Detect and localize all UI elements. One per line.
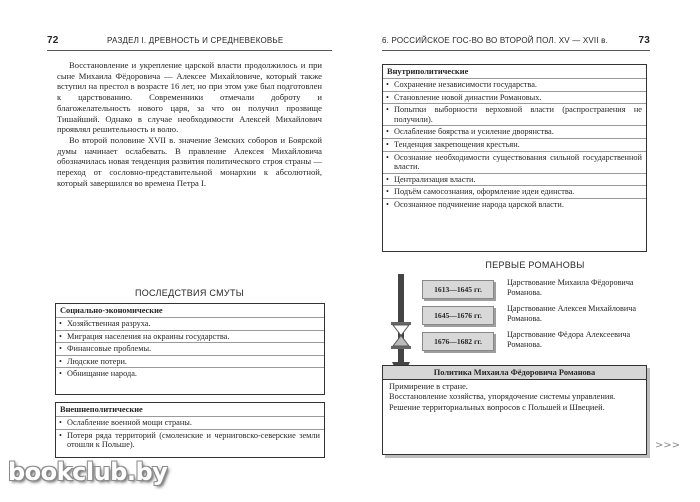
right-page bbox=[382, 30, 650, 460]
timeline-row bbox=[422, 304, 648, 328]
timeline-title: ПЕРВЫЕ РОМАНОВЫ bbox=[485, 260, 585, 270]
list-item: • Тенденция закрепощения крестьян. bbox=[383, 138, 646, 151]
left-page-number: 72 bbox=[47, 35, 59, 46]
list-item: • Осознание необходимости существования сильной государственной власти. bbox=[383, 151, 646, 173]
timeline-row bbox=[422, 278, 648, 302]
timeline-date: 1645—1676 гг. bbox=[422, 306, 494, 325]
timeline-date: 1613—1645 гг. bbox=[422, 280, 494, 299]
policy-line: Решение территориальных вопросов с Польшей и Швецией. bbox=[389, 402, 605, 412]
list-item: • Сохранение независимости государства. bbox=[383, 78, 646, 91]
list-item: • Финансовые проблемы. bbox=[56, 342, 324, 355]
watermark-logo: bookclub.by bbox=[8, 458, 168, 486]
box-domestic-policy bbox=[382, 64, 647, 252]
box-title: Внутриполитические bbox=[387, 67, 469, 76]
list-item: • Осознанное подчинение народа царской власти. bbox=[383, 198, 646, 211]
left-running-title: РАЗДЕЛ I. ДРЕВНОСТЬ И СРЕДНЕВЕКОВЬЕ bbox=[107, 36, 284, 45]
policy-line: Примирение в стране. bbox=[389, 382, 468, 391]
box-foreign-policy bbox=[55, 402, 325, 458]
list-item: • Потеря ряда территорий (смоленские и черниговско-северские земли отошли к Польше). bbox=[56, 429, 324, 451]
list-item: • Ослабление боярства и усиление дворянства. bbox=[383, 125, 646, 138]
list-item: • Миграция населения на окраины государства. bbox=[56, 330, 324, 343]
paragraph: Восстановление и укрепление царской власти продолжилось и при сыне Михаила Фёдоровича — Алексее Михайловиче, который также вступил на престол в возрасте 16 лет, но при этом уже был подготовлен к царствованию. Современники отмечали доброту и благожелательность нового царя, за что он получил прозвище Тишайший. Однако в случае необходимости Алексей Михайлович проявлял решительность и волю. bbox=[57, 60, 322, 135]
list-item: • Становление новой династии Романовых. bbox=[383, 91, 646, 104]
hourglass-icon bbox=[391, 322, 411, 349]
timeline-text: Царствование Алексея Михайловича Романова. bbox=[507, 304, 637, 323]
timeline-text: Царствование Фёдора Алексеевича Романова. bbox=[507, 330, 631, 349]
box-title: Социально-экономические bbox=[60, 306, 163, 315]
timeline-row bbox=[422, 330, 648, 354]
timeline-text: Царствование Михаила Фёдоровича Романова. bbox=[507, 278, 634, 297]
right-page-number: 73 bbox=[638, 35, 650, 46]
list-item: • Людские потери. bbox=[56, 355, 324, 368]
list-item: • Попытки выборности верховной власти (распространения не получили). bbox=[383, 103, 646, 125]
list-item: • Подъём самосознания, оформление идеи единства. bbox=[383, 185, 646, 198]
left-page bbox=[47, 30, 332, 460]
box-socio-economic bbox=[55, 303, 325, 395]
paragraph: Во второй половине XVII в. значение Земских соборов и Боярской думы начинает ослабевать. В правление Алексея Михайловича обозначилась новая тенденция развития политического строя страны — переход от сословно-представительной монархии к абсолютной, который завершился во времена Петра I. bbox=[57, 134, 322, 188]
more-indicator: >>> bbox=[655, 440, 681, 451]
box-title: Внешнеполитические bbox=[60, 405, 143, 414]
right-running-header bbox=[382, 30, 650, 51]
right-running-title: 6. РОССИЙСКОЕ ГОС-ВО ВО ВТОРОЙ ПОЛ. XV — XVII в. bbox=[382, 36, 609, 45]
policy-box-body bbox=[383, 380, 646, 415]
list-item: • Ослабление военной мощи страны. bbox=[56, 416, 324, 429]
list-item: • Обнищание народа. bbox=[56, 367, 324, 380]
timeline-date: 1676—1682 гг. bbox=[422, 332, 494, 351]
list-item: • Централизация власти. bbox=[383, 173, 646, 186]
left-running-header bbox=[47, 30, 332, 51]
left-body-text bbox=[57, 60, 322, 188]
policy-line: Восстановление хозяйства, упорядочение системы управления. bbox=[389, 392, 616, 402]
policy-box bbox=[382, 365, 647, 455]
list-item: • Хозяйственная разруха. bbox=[56, 317, 324, 330]
section-title: ПОСЛЕДСТВИЯ СМУТЫ bbox=[134, 288, 245, 298]
policy-box-title: Политика Михаила Фёдоровича Романова bbox=[383, 366, 646, 380]
